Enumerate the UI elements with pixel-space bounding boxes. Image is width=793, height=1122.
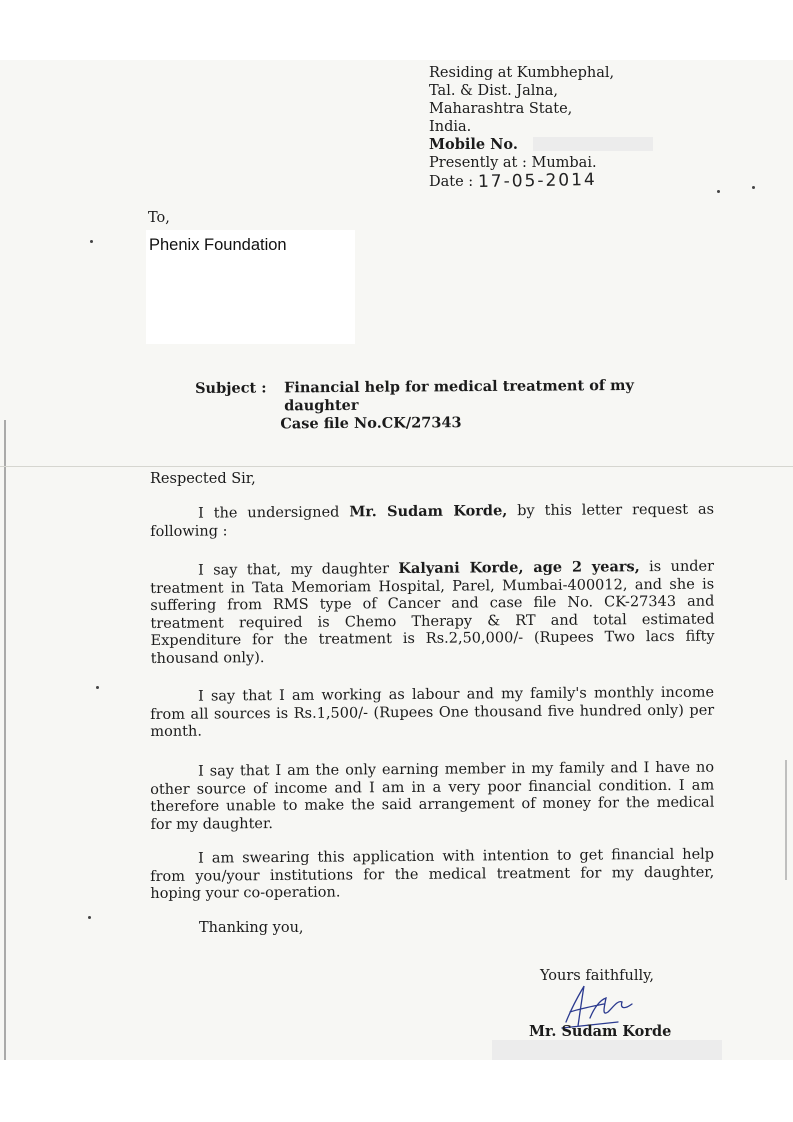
body-paragraph-5: I am swearing this application with intention to get financial help from you/your institutions for the medical treatment for my daughter, hoping your co-operation.	[150, 846, 715, 902]
subject-line-2: daughter	[284, 396, 359, 415]
to-label: To,	[148, 210, 170, 226]
scan-speck	[96, 686, 99, 689]
closing-yours-faithfully: Yours faithfully,	[540, 968, 655, 984]
redacted-signatory-detail	[492, 1040, 722, 1060]
scan-speck	[90, 240, 93, 243]
salutation: Respected Sir,	[150, 471, 256, 487]
body-paragraph-1: I the undersigned Mr. Sudam Korde, by this letter request as following :	[150, 501, 715, 540]
scan-speck	[752, 186, 755, 189]
scan-speck	[717, 190, 720, 193]
presently-at: Presently at : Mumbai.	[429, 155, 597, 171]
date-line	[429, 169, 614, 193]
body-paragraph-3: I say that I am working as labour and my family's monthly income from all sources is Rs.1,500/- (Rupees One thousand five hundred only) per month.	[150, 684, 715, 740]
body-paragraph-4: I say that I am the only earning member in my family and I have no other source of income and I am in a very poor financial condition. I am therefore unable to make the said arrangement of money for the medical for my daughter.	[150, 759, 715, 833]
sender-name-bold: Mr. Sudam Korde,	[349, 502, 508, 521]
scan-speck	[88, 916, 91, 919]
case-file-number: Case file No.CK/27343	[280, 414, 462, 433]
address-line: Maharashtra State,	[429, 101, 573, 117]
subject-label: Subject :	[195, 379, 267, 397]
subject-line-1: Financial help for medical treatment of my	[283, 376, 634, 397]
address-line: Tal. & Dist. Jalna,	[429, 83, 558, 99]
signatory-name: Mr. Sudam Korde	[529, 1023, 672, 1040]
date-handwritten: 17-05-2014	[477, 169, 597, 193]
mobile-label: Mobile No.	[429, 136, 518, 153]
body-paragraph-2: I say that, my daughter Kalyani Korde, age 2 years, is under treatment in Tata Memoriam Hospital, Parel, Mumbai-400012, and she is suffering from RMS type of Cancer and case file No. CK-27343 and treatment required is Chemo Therapy & RT and total estimated Expenditure for the treatment is Rs.2,50,000/- (Rupees Two lacs fifty thousand only).	[150, 558, 715, 667]
address-line: India.	[429, 119, 472, 135]
sender-address-block	[429, 64, 614, 191]
paper-fold-line	[0, 466, 793, 467]
closing-thanks: Thanking you,	[199, 920, 304, 936]
recipient-name: Phenix Foundation	[149, 236, 287, 254]
scan-edge-left	[4, 420, 6, 1060]
redacted-mobile-number	[533, 137, 653, 151]
date-label: Date :	[429, 174, 474, 190]
address-line: Residing at Kumbhephal,	[429, 65, 615, 81]
subject-block	[195, 377, 634, 434]
scan-edge-right	[785, 760, 787, 880]
daughter-name-bold: Kalyani Korde, age 2 years,	[398, 558, 640, 578]
